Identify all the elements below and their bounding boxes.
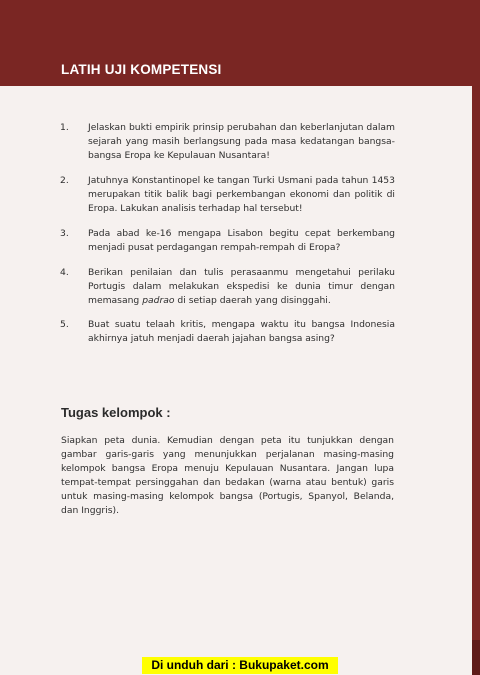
question-number: 5. xyxy=(60,319,69,330)
task-description: Siapkan peta dunia. Kemudian dengan peta itu tunjukkan dengan gambar garis-garis yang menunjukkan perjalanan masing-masing kelompok bangsa Eropa menuju Kepulauan Nusantara. Jangan lupa tempat-tempat persinggahan dan bedakan (warna atau bentuk) garis untuk masing-masing kelompok bangsa (Portugis, Spanyol, Belanda, dan Inggris). xyxy=(61,435,394,516)
question-number: 4. xyxy=(60,267,69,278)
question-text: Jelaskan bukti empirik prinsip perubahan dan keberlanjutan dalam sejarah yang masih berlangsung pada masa kedatangan bangsa-bangsa Eropa ke Kepulauan Nusantara! xyxy=(88,122,395,161)
question-text-part: di setiap daerah yang disinggahi. xyxy=(174,295,331,306)
question-number: 3. xyxy=(60,228,69,239)
question-text: Jatuhnya Konstantinopel ke tangan Turki Usmani pada tahun 1453 merupakan titik balik bagi perkembangan ekonomi dan politik di Eropa. Lakukan analisis terhadap hal tersebut! xyxy=(88,175,395,214)
question-text: Buat suatu telaah kritis, mengapa waktu itu bangsa Indonesia akhirnya jatuh menjadi daerah jajahan bangsa asing? xyxy=(88,319,395,344)
page-title: LATIH UJI KOMPETENSI xyxy=(61,62,222,77)
question-text xyxy=(88,266,395,308)
right-edge-bar xyxy=(472,0,480,675)
italic-term: padrao xyxy=(142,295,175,306)
question-text-part: Berikan penilaian dan tulis perasaanmu mengetahui perilaku Portugis dalam melakukan ekspedisi ke dunia timur dengan memasang xyxy=(88,267,395,306)
download-source-banner[interactable]: Di unduh dari : Bukupaket.com xyxy=(142,657,338,674)
question-number: 2. xyxy=(60,175,69,186)
task-section-title: Tugas kelompok : xyxy=(61,405,171,420)
question-number: 1. xyxy=(60,122,69,133)
question-text: Pada abad ke-16 mengapa Lisabon begitu cepat berkembang menjadi pusat perdagangan rempah-rempah di Eropa? xyxy=(88,228,395,253)
